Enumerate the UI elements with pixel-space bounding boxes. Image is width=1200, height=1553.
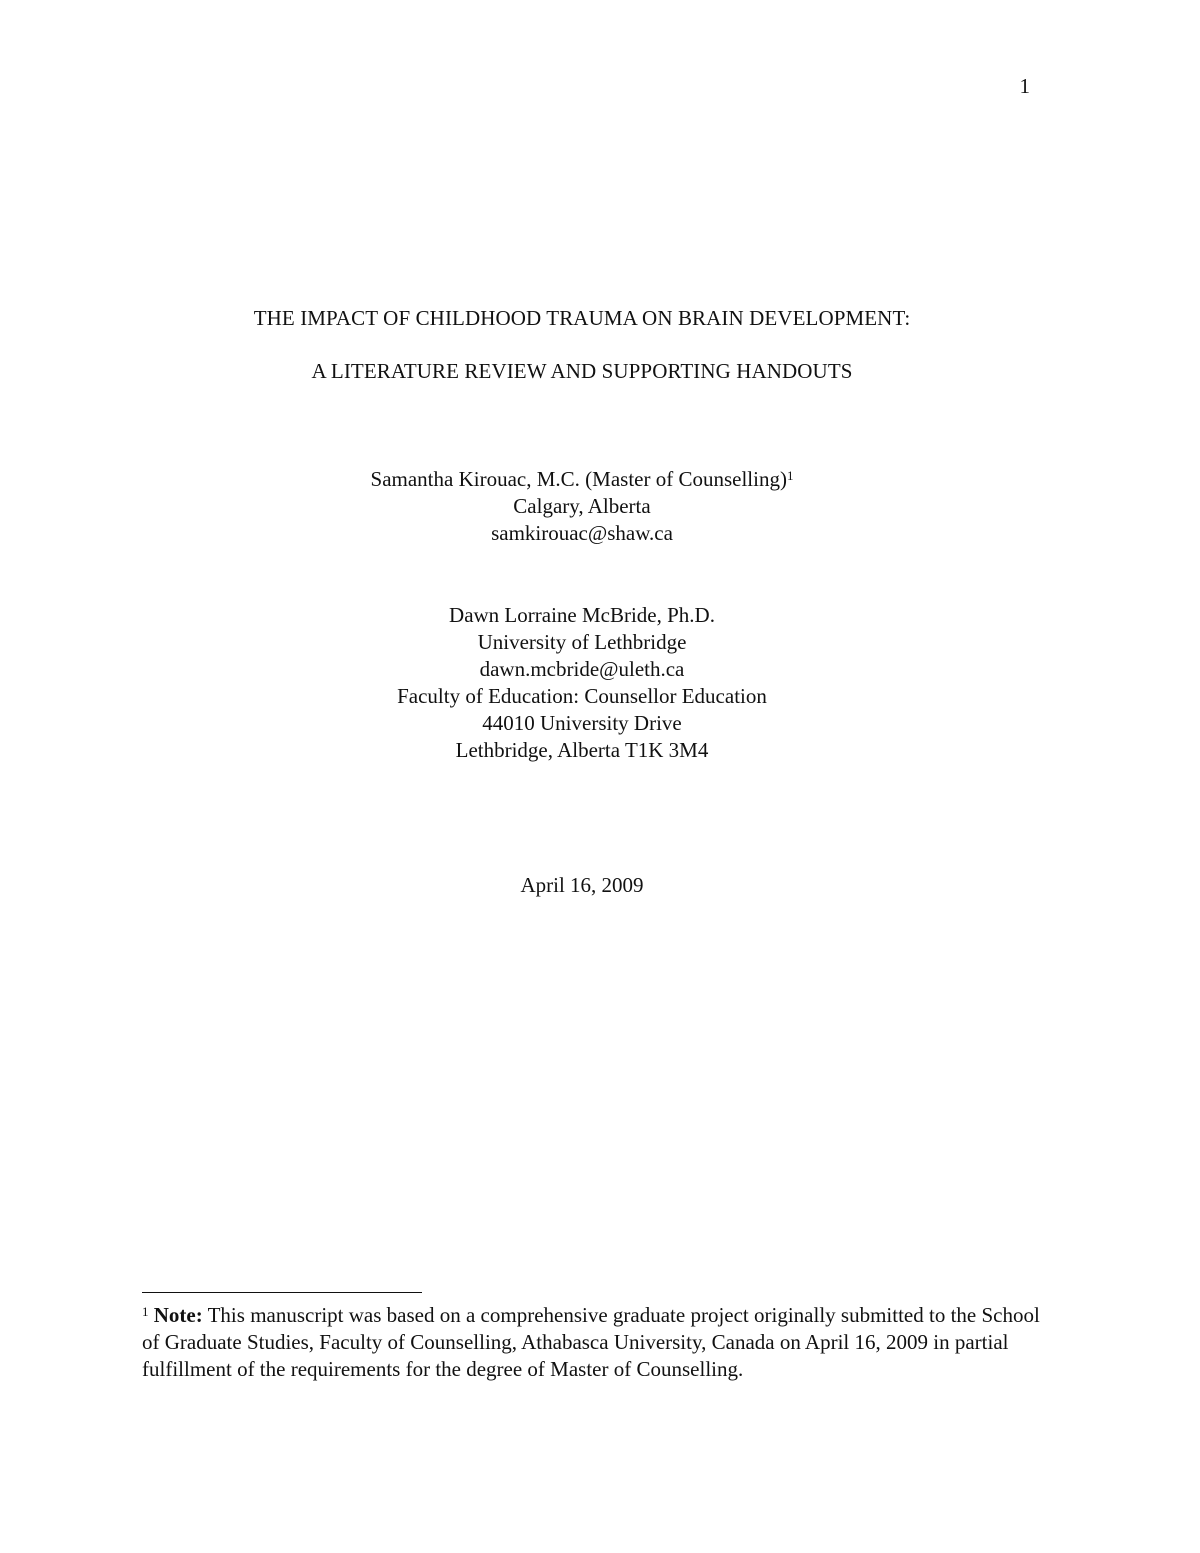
footnote xyxy=(142,1302,1042,1383)
author1-name-line xyxy=(0,466,1164,493)
document-date: April 16, 2009 xyxy=(520,873,644,897)
author1-email: samkirouac@shaw.ca xyxy=(491,521,673,545)
author1-location: Calgary, Alberta xyxy=(513,494,651,518)
author2-street: 44010 University Drive xyxy=(482,711,682,735)
footnote-ref: 1 xyxy=(786,468,794,483)
author1-block xyxy=(0,466,1164,547)
author1-name: Samantha Kirouac, M.C. (Master of Counselling) xyxy=(370,467,787,491)
page-number: 1 xyxy=(1019,74,1030,98)
author2-city: Lethbridge, Alberta T1K 3M4 xyxy=(455,738,709,762)
footnote-text: This manuscript was based on a comprehensive graduate project originally submitted to the School of Graduate Studies, Faculty of Counselling, Athabasca University, Canada on April 16, 2009 in partial fulfillment of the requirements for the degree of Master of Counselling. xyxy=(142,1303,1040,1381)
author2-name: Dawn Lorraine McBride, Ph.D. xyxy=(449,603,715,627)
author2-institution: University of Lethbridge xyxy=(477,630,687,654)
author2-faculty: Faculty of Education: Counsellor Education xyxy=(397,684,767,708)
author2-block xyxy=(0,602,1164,764)
title-line-1: THE IMPACT OF CHILDHOOD TRAUMA ON BRAIN DEVELOPMENT: xyxy=(253,306,911,330)
footnote-marker: 1 xyxy=(142,1304,149,1319)
title-line-2: A LITERATURE REVIEW AND SUPPORTING HANDOUTS xyxy=(311,359,853,383)
footnote-separator xyxy=(142,1292,422,1293)
author2-email: dawn.mcbride@uleth.ca xyxy=(479,657,685,681)
footnote-label: Note: xyxy=(153,1303,203,1327)
